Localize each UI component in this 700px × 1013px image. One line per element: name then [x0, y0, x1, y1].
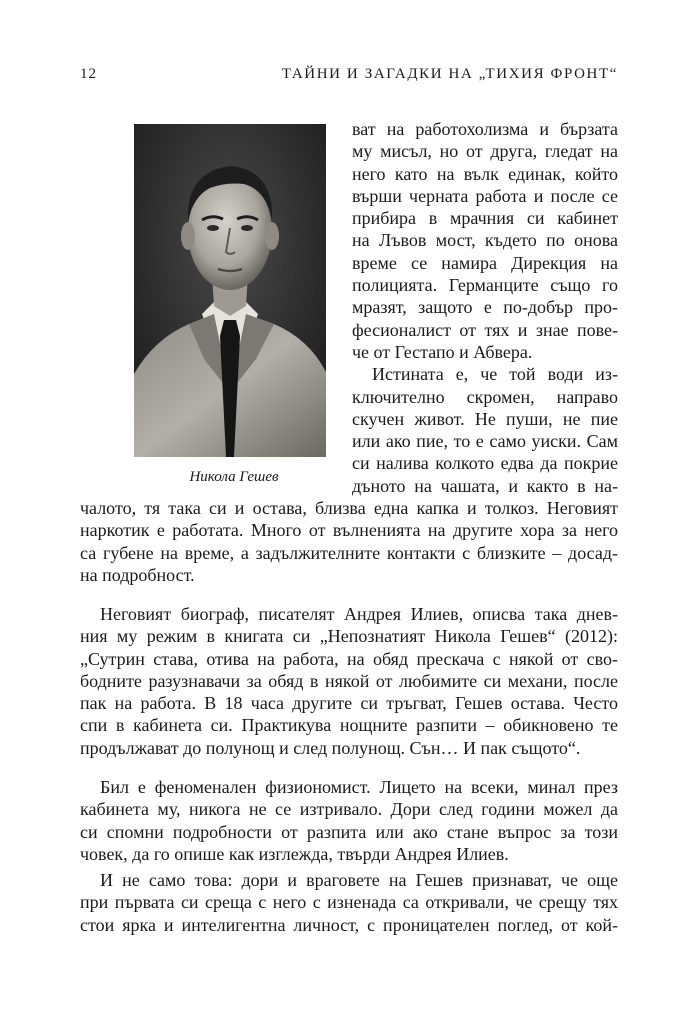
page-number: 12: [80, 66, 97, 82]
text-line: ключително скромен, направо: [352, 386, 618, 407]
running-title: ТАЙНИ И ЗАГАДКИ НА „ТИХИЯ ФРОНТ“: [281, 66, 618, 82]
body-paragraph-2: [80, 603, 618, 759]
text-line: скучен живот. Не пуши, не пие: [352, 408, 618, 429]
text-line: „Сутрин става, отива на работа, на обяд прескача с някой от сво-: [80, 648, 618, 669]
text-line: пак на работа. В 18 часа другите си тръгват, Гешев остава. Често: [80, 693, 618, 714]
text-line: човек, да го опише как изглежда, твърди Андрея Илиев.: [80, 843, 509, 864]
text-line: са губене на време, а задължителните контакти с близките – досад-: [80, 542, 618, 563]
text-line: Неговият биограф, писателят Андрея Илиев, описва така днев-: [100, 604, 618, 624]
text-line: си спомни подробности от разпита или ако стане въпрос за този: [80, 821, 618, 842]
text-line: него като на вълк единак, който: [352, 163, 618, 184]
text-line: ния му режим в книгата си „Непознатият Никола Гешев“ (2012):: [80, 626, 618, 647]
text-line: му мисъл, но от друга, гледат на: [352, 141, 618, 162]
text-line: наркотик е работата. Много от вълненията на другите хора за него: [80, 520, 618, 541]
text-line: на Лъвов мост, където по онова: [352, 230, 618, 251]
portrait-caption: Никола Гешев: [189, 469, 279, 485]
text-line: Бил е феноменален физиономист. Лицето на всеки, минал през: [100, 777, 618, 797]
text-line: дъното на чашата, и както в на-: [352, 475, 618, 496]
text-line: кабинета му, никога не се изтривало. Дори след години можел да: [80, 799, 618, 820]
text-line: полицията. Германците също го: [352, 275, 618, 296]
side-text-column: [352, 118, 618, 497]
body-paragraph-4: [80, 869, 618, 936]
text-line: стои ярка и интелигентна личност, с проницателен поглед, от кой-: [80, 914, 618, 935]
text-line: бодните разузнавачи за обяд в някой от любимите си механи, после: [80, 670, 618, 691]
text-line: спи в кабинета си. Практикува нощните разпити – обикновено те: [80, 715, 618, 736]
text-line: върши черната работа и после се: [352, 185, 618, 206]
text-line: че от Гестапо и Абвера.: [352, 341, 533, 362]
text-line: Истината е, че той води из-: [372, 364, 618, 385]
text-line: или ако пие, то е само уиски. Сам: [352, 431, 618, 452]
portrait-figure: [134, 124, 326, 485]
portrait-photo: [134, 124, 326, 457]
page-header: [80, 66, 618, 90]
text-line: продължават до полунощ и след полунощ. Сън… И пак същото“.: [80, 737, 581, 758]
text-line: ват на работохолизма и бързата: [352, 119, 618, 139]
text-line: при първата си среща с него с изненада са откривали, че срещу тях: [80, 892, 618, 913]
text-line: си налива колкото едва да покрие: [352, 453, 618, 474]
text-line: мразят, защото е по-добър про-: [352, 297, 618, 318]
body-text-1: [80, 497, 618, 586]
text-line: И не само това: дори и враговете на Гешев признават, че още: [100, 870, 618, 890]
body-paragraph-3: [80, 776, 618, 865]
text-line: фесионалист от тях и знае пове-: [352, 319, 618, 340]
text-line: чалото, тя така си и остава, близва една капка и толкоз. Неговият: [80, 498, 618, 518]
text-line: на подробност.: [80, 564, 195, 585]
text-line: прибира в мрачния си кабинет: [352, 208, 618, 229]
text-line: време се намира Дирекция на: [352, 252, 618, 273]
